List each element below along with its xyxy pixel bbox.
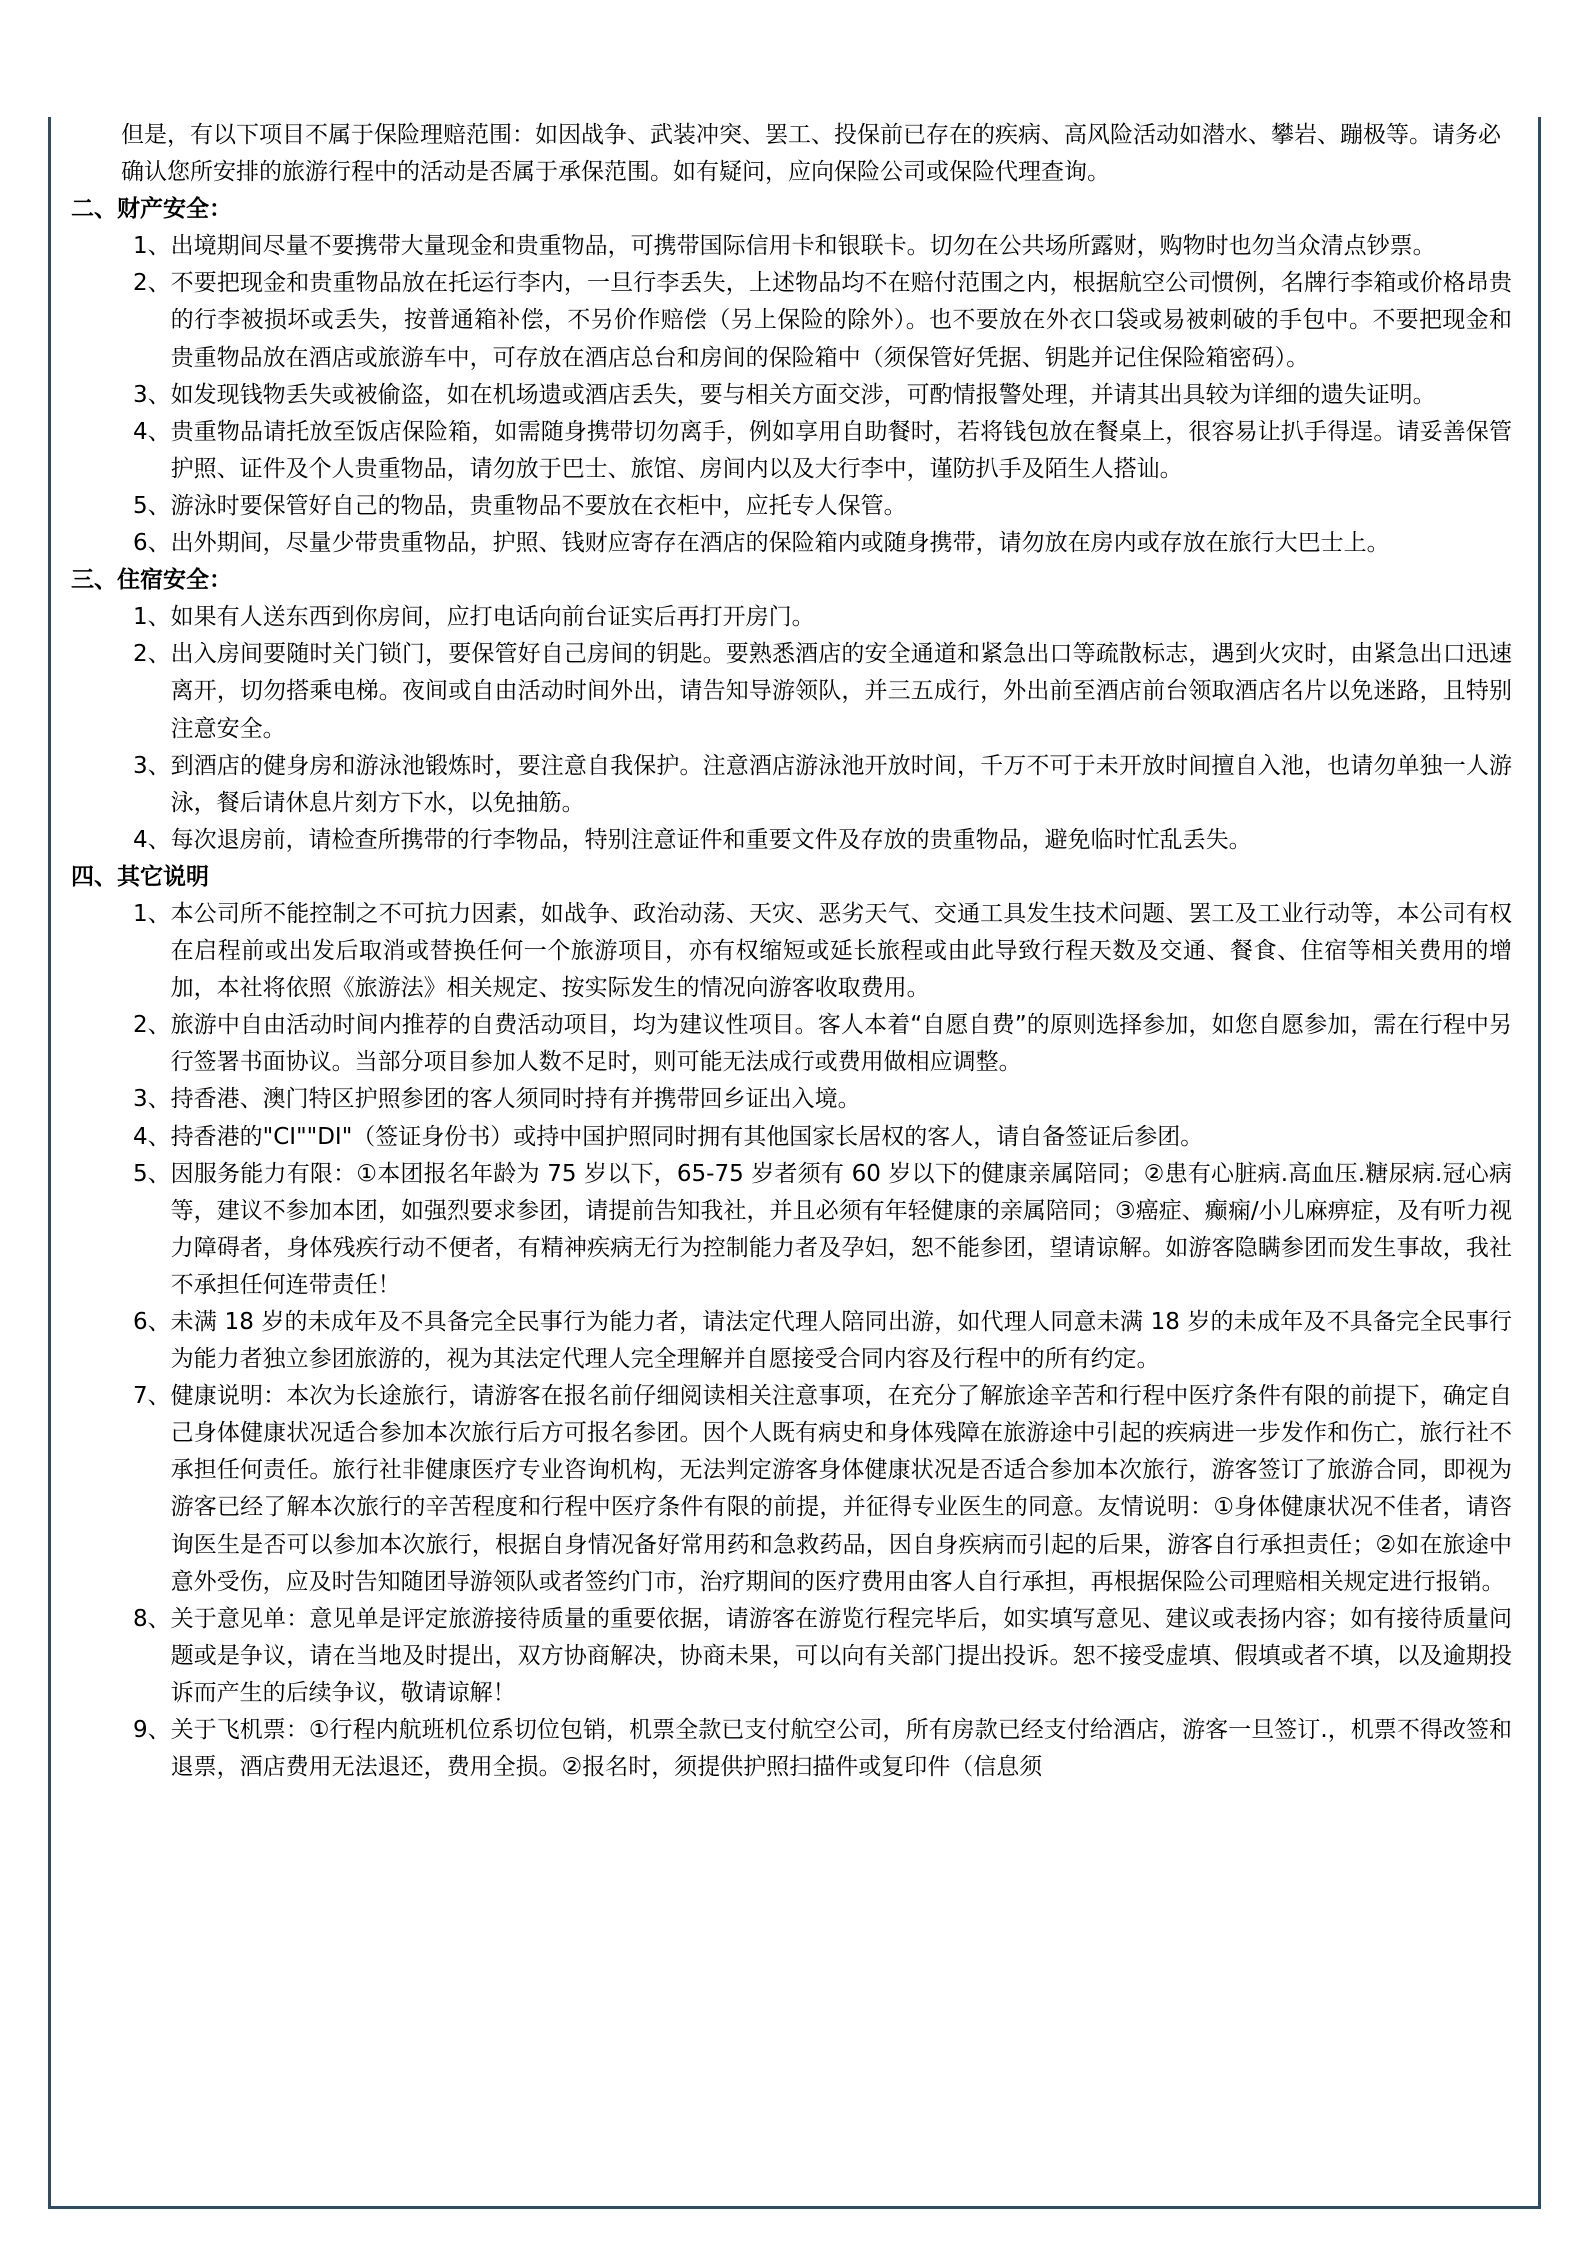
list-item-number: 4、 <box>133 418 171 445</box>
list-item <box>71 414 1512 488</box>
list-item <box>71 748 1512 822</box>
list-item <box>71 265 1512 376</box>
section-heading: 四、其它说明 <box>71 863 209 890</box>
list-item-text: 因服务能力有限：①本团报名年龄为 75 岁以下，65-75 岁者须有 60 岁以下的健康亲属陪同；②患有心脏病.高血压.糖尿病.冠心病等，建议不参加本团，如强烈要求参团，请提前告知我社，并且必须有年轻健康的亲属陪同；③癌症、癫痫/小儿麻痹症，及有听力视力障碍者，身体残疾行动不便者，有精神疾病无行为控制能力者及孕妇，恕不能参团，望请谅解。如游客隐瞒参团而发生事故，我社不承担任何连带责任！ <box>170 1160 1512 1298</box>
list-item-text: 出外期间，尽量少带贵重物品，护照、钱财应寄存在酒店的保险箱内或随身携带，请勿放在房内或存放在旅行大巴士上。 <box>170 530 1390 557</box>
list-item-text: 不要把现金和贵重物品放在托运行李内，一旦行李丢失，上述物品均不在赔付范围之内，根据航空公司惯例，名牌行李箱或价格昂贵的行李被损坏或丢失，按普通箱补偿，不另价作赔偿（另上保险的除外）。也不要放在外衣口袋或易被刺破的手包中。不要把现金和贵重物品放在酒店或旅游车中，可存放在酒店总台和房间的保险箱中（须保管好凭据、钥匙并记住保险箱密码）。 <box>170 270 1512 371</box>
document-content <box>71 117 1512 1786</box>
list-item-text: 关于飞机票：①行程内航班机位系切位包销，机票全款已支付航空公司，所有房款已经支付给酒店，游客一旦签订.，机票不得改签和退票，酒店费用无法退还，费用全损。②报名时，须提供护照扫描件或复印件（信息须 <box>170 1717 1512 1781</box>
list-item-text: 贵重物品请托放至饭店保险箱，如需随身携带切勿离手，例如享用自助餐时，若将钱包放在餐桌上，很容易让扒手得逞。请妥善保管护照、证件及个人贵重物品，请勿放于巴士、旅馆、房间内以及大行李中，谨防扒手及陌生人搭讪。 <box>170 418 1512 482</box>
intro-paragraph: 但是，有以下项目不属于保险理赔范围：如因战争、武装冲突、罢工、投保前已存在的疾病、高风险活动如潜水、攀岩、蹦极等。请务必确认您所安排的旅游行程中的活动是否属于承保范围。如有疑问，应向保险公司或保险代理查询。 <box>121 122 1501 186</box>
list-item-number: 1、 <box>133 233 171 260</box>
list-item-number: 4、 <box>133 1123 171 1150</box>
list-item-text: 旅游中自由活动时间内推荐的自费活动项目，均为建议性项目。客人本着“自愿自费”的原则选择参加，如您自愿参加，需在行程中另行签署书面协议。当部分项目参加人数不足时，则可能无法成行或费用做相应调整。 <box>170 1012 1512 1076</box>
list-item <box>71 1081 1512 1118</box>
list-item-text: 每次退房前，请检查所携带的行李物品，特别注意证件和重要文件及存放的贵重物品，避免临时忙乱丢失。 <box>170 826 1252 853</box>
list-item-text: 关于意见单：意见单是评定旅游接待质量的重要依据，请游客在游览行程完毕后，如实填写意见、建议或表扬内容；如有接待质量问题或是争议，请在当地及时提出，双方协商解决，协商未果，可以向有关部门提出投诉。恕不接受虚填、假填或者不填，以及逾期投诉而产生的后续争议，敬请谅解！ <box>170 1605 1512 1706</box>
list-item-text: 本公司所不能控制之不可抗力因素，如战争、政治动荡、天灾、恶劣天气、交通工具发生技术问题、罢工及工业行动等，本公司有权在启程前或出发后取消或替换任何一个旅游项目，亦有权缩短或延长旅程或由此导致行程天数及交通、餐食、住宿等相关费用的增加，本社将依照《旅游法》相关规定、按实际发生的情况向游客收取费用。 <box>170 900 1512 1002</box>
list-item-text: 出境期间尽量不要携带大量现金和贵重物品，可携带国际信用卡和银联卡。切勿在公共场所露财，购物时也勿当众清点钞票。 <box>170 233 1436 260</box>
section-heading: 三、住宿安全： <box>71 567 232 594</box>
list-item-number: 2、 <box>133 641 171 668</box>
list-item <box>71 1304 1512 1378</box>
list-item <box>71 1378 1512 1601</box>
list-item <box>71 377 1512 414</box>
list-item <box>71 636 1512 747</box>
list-item-text: 游泳时要保管好自己的物品，贵重物品不要放在衣柜中，应托专人保管。 <box>170 492 907 519</box>
list-item <box>71 599 1512 636</box>
list-item-text: 到酒店的健身房和游泳池锻炼时，要注意自我保护。注意酒店游泳池开放时间，千万不可于未开放时间擅自入池，也请勿单独一人游泳，餐后请休息片刻方下水，以免抽筋。 <box>170 752 1512 816</box>
list-item <box>71 896 1512 1007</box>
list-item <box>71 1007 1512 1081</box>
list-item-number: 3、 <box>133 1086 171 1113</box>
section-heading: 二、财产安全： <box>71 196 232 223</box>
list-item-text: 如果有人送东西到你房间，应打电话向前台证实后再打开房门。 <box>170 604 815 631</box>
list-item-number: 4、 <box>133 826 171 853</box>
list-item-number: 5、 <box>133 1160 171 1187</box>
list-item <box>71 1156 1512 1304</box>
list-item-text: 如发现钱物丢失或被偷盗，如在机场遗或酒店丢失，要与相关方面交涉，可酌情报警处理，并请其出具较为详细的遗失证明。 <box>170 381 1436 408</box>
list-item-number: 3、 <box>133 752 171 779</box>
list-item <box>71 1712 1512 1786</box>
list-item <box>71 822 1512 859</box>
list-item-number: 2、 <box>133 270 171 297</box>
list-item-number: 2、 <box>133 1012 171 1039</box>
list-item-text: 健康说明：本次为长途旅行，请游客在报名前仔细阅读相关注意事项，在充分了解旅途辛苦和行程中医疗条件有限的前提下，确定自己身体健康状况适合参加本次旅行后方可报名参团。因个人既有病史和身体残障在旅游途中引起的疾病进一步发作和伤亡，旅行社不承担任何责任。旅行社非健康医疗专业咨询机构，无法判定游客身体健康状况是否适合参加本次旅行，游客签订了旅游合同，即视为游客已经了解本次旅行的辛苦程度和行程中医疗条件有限的前提，并征得专业医生的同意。友情说明：①身体健康状况不佳者，请咨询医生是否可以参加本次旅行，根据自身情况备好常用药和急救药品，因自身疾病而引起的后果，游客自行承担责任；②如在旅途中意外受伤，应及时告知随团导游领队或者签约门市，治疗期间的医疗费用由客人自行承担，再根据保险公司理赔相关规定进行报销。 <box>170 1383 1512 1595</box>
list-item-text: 持香港的"CI""DI"（签证身份书）或持中国护照同时拥有其他国家长居权的客人，请自备签证后参团。 <box>170 1123 1204 1150</box>
list-item-number: 8、 <box>133 1605 171 1632</box>
list-item-number: 9、 <box>133 1717 171 1744</box>
list-item <box>71 1601 1512 1712</box>
list-item-number: 6、 <box>133 1309 171 1335</box>
list-item-number: 1、 <box>133 900 171 927</box>
list-item <box>71 488 1512 525</box>
list-item-number: 7、 <box>133 1383 171 1410</box>
list-item <box>71 1119 1512 1156</box>
list-item-text: 未满 18 岁的未成年及不具备完全民事行为能力者，请法定代理人陪同出游，如代理人同意未满 18 岁的未成年及不具备完全民事行为能力者独立参团旅游的，视为其法定代理人完全理解并自愿接受合同内容及行程中的所有约定。 <box>170 1309 1512 1373</box>
list-item <box>71 525 1512 562</box>
list-item-number: 5、 <box>133 492 171 519</box>
list-item <box>71 228 1512 265</box>
list-item-number: 6、 <box>133 530 171 557</box>
document-frame <box>48 117 1541 2209</box>
list-item-number: 1、 <box>133 604 171 631</box>
list-item-text: 出入房间要随时关门锁门，要保管好自己房间的钥匙。要熟悉酒店的安全通道和紧急出口等疏散标志，遇到火灾时，由紧急出口迅速离开，切勿搭乘电梯。夜间或自由活动时间外出，请告知导游领队，并三五成行，外出前至酒店前台领取酒店名片以免迷路，且特别注意安全。 <box>170 641 1512 742</box>
list-item-number: 3、 <box>133 381 171 408</box>
list-item-text: 持香港、澳门特区护照参团的客人须同时持有并携带回乡证出入境。 <box>170 1086 861 1113</box>
